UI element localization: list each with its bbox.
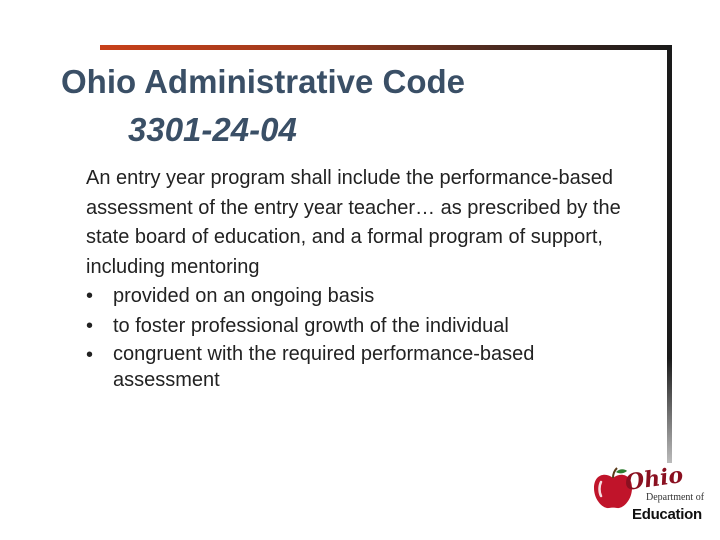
bullet-item xyxy=(86,282,646,312)
bullet-item xyxy=(86,312,646,342)
education-text: Education xyxy=(632,506,702,523)
slide-subtitle-code: 3301-24-04 xyxy=(128,111,297,148)
bullet-text: provided on an ongoing basis xyxy=(113,285,375,307)
top-rule xyxy=(100,45,672,50)
ohio-education-logo xyxy=(592,462,710,528)
slide-title: Ohio Administrative Code xyxy=(61,63,465,100)
department-text: Department of xyxy=(646,492,705,503)
intro-paragraph: An entry year program shall include the performance-based assessment of the entry year teacher… as prescribed by the state board of education, and a formal program of support, including mentoring xyxy=(86,167,621,278)
bullet-text: to foster professional growth of the individual xyxy=(113,314,509,337)
bullet-item xyxy=(86,341,646,393)
bullet-text: congruent with the required performance-based assessment xyxy=(113,343,535,391)
bullet-dot: • xyxy=(86,314,94,337)
slide-body xyxy=(86,164,646,393)
right-rule xyxy=(667,45,672,463)
bullet-dot: • xyxy=(86,285,94,307)
ohio-script-text: Ohio xyxy=(623,462,685,496)
bullet-list xyxy=(86,282,646,393)
bullet-dot: • xyxy=(86,344,94,366)
